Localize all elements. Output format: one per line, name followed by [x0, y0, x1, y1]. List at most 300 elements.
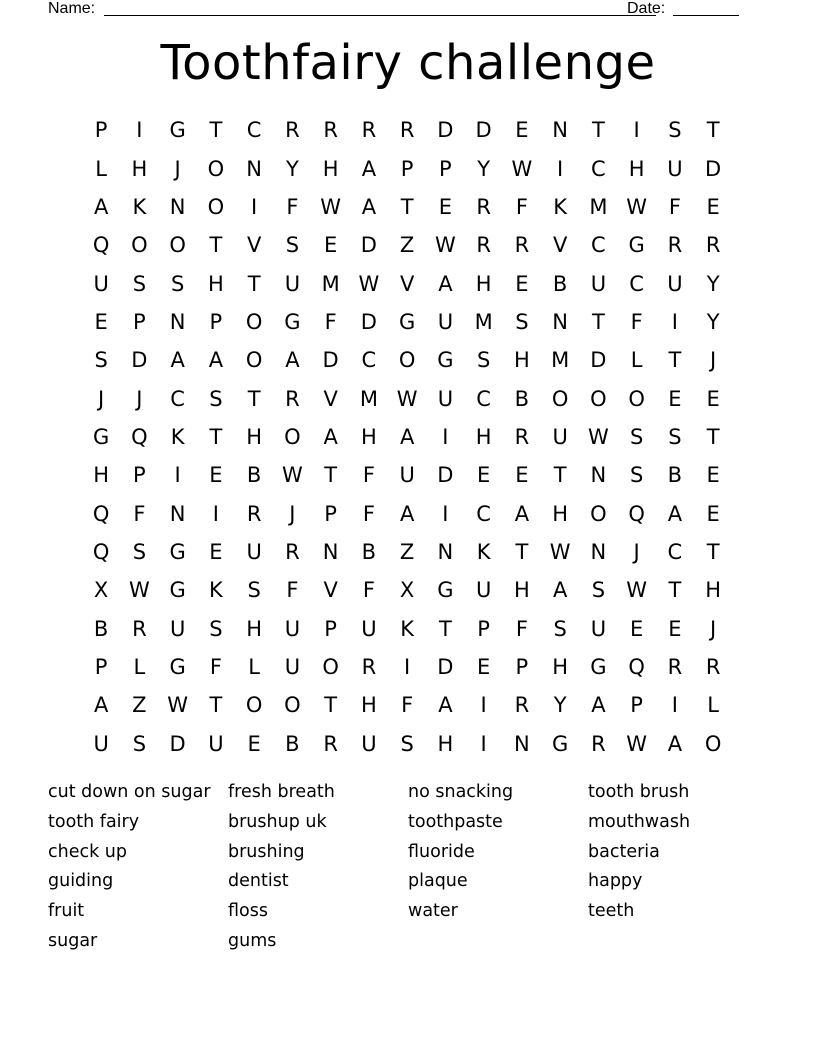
grid-cell[interactable]: M — [474, 309, 493, 334]
grid-cell[interactable]: T — [209, 693, 223, 718]
word-list-item: tooth brush — [588, 782, 690, 802]
grid-cell[interactable]: E — [438, 194, 453, 219]
grid-cell[interactable]: U — [399, 463, 415, 488]
grid-cell[interactable]: W — [281, 463, 303, 488]
grid-cell[interactable]: N — [590, 539, 607, 564]
grid-cell[interactable]: U — [361, 616, 377, 641]
grid-cell[interactable]: R — [591, 731, 606, 756]
grid-cell[interactable]: E — [515, 118, 529, 143]
grid-cell[interactable]: C — [476, 501, 491, 526]
grid-cell[interactable]: G — [628, 233, 645, 258]
grid-cell[interactable]: I — [671, 309, 678, 334]
grid-cell[interactable]: N — [322, 539, 339, 564]
grid-cell[interactable]: R — [476, 233, 491, 258]
grid-cell[interactable]: E — [476, 463, 491, 488]
grid-cell[interactable]: T — [553, 463, 567, 488]
grid-cell[interactable]: A — [591, 693, 606, 718]
grid-cell[interactable]: O — [245, 348, 263, 373]
grid-cell[interactable]: Q — [628, 501, 645, 526]
grid-cell[interactable]: Z — [399, 233, 415, 258]
grid-cell[interactable]: H — [437, 731, 454, 756]
grid-cell[interactable]: X — [93, 578, 109, 603]
grid-cell[interactable]: N — [437, 539, 454, 564]
grid-cell[interactable]: G — [169, 118, 186, 143]
grid-cell[interactable]: W — [626, 578, 647, 603]
grid-cell[interactable]: Z — [399, 539, 415, 564]
grid-cell[interactable]: M — [551, 348, 570, 373]
grid-cell[interactable]: S — [668, 118, 682, 143]
grid-cell[interactable]: A — [667, 731, 683, 756]
grid-cell[interactable]: W — [434, 233, 456, 258]
grid-cell[interactable]: P — [400, 156, 414, 181]
grid-cell[interactable]: U — [169, 616, 186, 641]
grid-cell[interactable]: T — [515, 539, 529, 564]
grid-cell[interactable]: C — [667, 539, 683, 564]
grid-cell[interactable]: O — [131, 233, 148, 258]
grid-cell[interactable]: S — [247, 578, 261, 603]
grid-cell[interactable]: C — [476, 386, 491, 411]
grid-cell[interactable]: L — [95, 156, 107, 181]
grid-cell[interactable]: Y — [553, 693, 567, 718]
grid-cell[interactable]: U — [284, 616, 301, 641]
grid-cell[interactable]: D — [322, 348, 339, 373]
grid-cell[interactable]: K — [400, 616, 415, 641]
grid-cell[interactable]: O — [322, 654, 339, 679]
grid-cell[interactable]: I — [633, 118, 640, 143]
grid-cell[interactable]: K — [170, 424, 185, 449]
grid-cell[interactable]: T — [247, 386, 261, 411]
grid-cell[interactable]: R — [361, 654, 377, 679]
word-list-item: sugar — [48, 930, 98, 951]
grid-cell[interactable]: U — [284, 271, 301, 296]
grid-cell[interactable]: N — [169, 501, 186, 526]
grid-cell[interactable]: R — [285, 539, 300, 564]
grid-cell[interactable]: E — [706, 501, 720, 526]
grid-cell[interactable]: G — [437, 348, 454, 373]
grid-cell[interactable]: R — [476, 194, 491, 219]
grid-cell[interactable]: N — [169, 309, 186, 334]
grid-cell[interactable]: U — [590, 616, 607, 641]
grid-cell[interactable]: A — [399, 424, 415, 449]
word-list-item: check up — [48, 841, 127, 862]
grid-cell[interactable]: V — [552, 233, 568, 258]
grid-cell[interactable]: S — [591, 578, 606, 603]
grid-cell[interactable]: P — [515, 654, 529, 679]
grid-cell[interactable]: W — [549, 539, 571, 564]
grid-cell[interactable]: F — [362, 501, 375, 526]
grid-cell[interactable]: S — [629, 463, 644, 488]
grid-cell[interactable]: D — [437, 463, 454, 488]
grid-cell[interactable]: T — [324, 693, 338, 718]
word-list-item: cut down on sugar — [48, 782, 211, 802]
word-list-empty — [588, 927, 768, 957]
grid-cell[interactable]: D — [360, 233, 377, 258]
grid-cell[interactable]: J — [633, 539, 640, 564]
grid-cell[interactable]: B — [552, 271, 568, 296]
grid-cell[interactable]: S — [209, 616, 223, 641]
grid-cell[interactable]: S — [629, 424, 644, 449]
grid-cell[interactable]: A — [552, 578, 568, 603]
grid-cell[interactable]: A — [438, 693, 453, 718]
grid-cell[interactable]: H — [131, 156, 148, 181]
grid-cell[interactable]: W — [511, 156, 533, 181]
grid-cell[interactable]: H — [513, 348, 530, 373]
grid-cell[interactable]: G — [169, 654, 186, 679]
grid-cell[interactable]: P — [324, 616, 337, 641]
grid-cell[interactable]: E — [668, 386, 682, 411]
grid-cell[interactable]: H — [552, 654, 569, 679]
grid-cell[interactable]: P — [209, 309, 223, 334]
grid-cell[interactable]: T — [591, 309, 605, 334]
letter-grid — [82, 111, 732, 763]
grid-cell[interactable]: E — [94, 309, 108, 334]
grid-cell[interactable]: W — [396, 386, 418, 411]
grid-cell[interactable]: F — [362, 463, 375, 488]
grid-cell[interactable]: H — [628, 156, 645, 181]
grid-cell[interactable]: F — [133, 501, 146, 526]
grid-cell[interactable]: R — [705, 654, 721, 679]
grid-cell[interactable]: A — [514, 501, 530, 526]
grid-cell[interactable]: H — [475, 424, 492, 449]
grid-cell[interactable]: R — [285, 386, 300, 411]
grid-cell[interactable]: T — [668, 578, 682, 603]
grid-cell[interactable]: Y — [477, 156, 491, 181]
grid-cell[interactable]: P — [630, 693, 643, 718]
grid-cell[interactable]: U — [208, 731, 224, 756]
grid-cell[interactable]: I — [557, 156, 564, 181]
grid-cell[interactable]: H — [246, 424, 263, 449]
grid-cell[interactable]: U — [93, 731, 109, 756]
grid-cell[interactable]: T — [668, 348, 682, 373]
grid-cell[interactable]: Y — [706, 309, 720, 334]
grid-cell[interactable]: O — [207, 194, 225, 219]
grid-cell[interactable]: I — [174, 463, 181, 488]
grid-cell[interactable]: E — [706, 463, 720, 488]
grid-cell[interactable]: O — [590, 386, 607, 411]
grid-cell[interactable]: R — [667, 233, 683, 258]
grid-cell[interactable]: P — [439, 156, 452, 181]
grid-cell[interactable]: A — [361, 194, 377, 219]
grid-cell[interactable]: X — [399, 578, 415, 603]
grid-cell[interactable]: F — [324, 309, 337, 334]
grid-cell[interactable]: S — [132, 731, 147, 756]
grid-cell[interactable]: O — [169, 233, 186, 258]
grid-cell[interactable]: U — [93, 271, 109, 296]
grid-cell[interactable]: T — [209, 118, 223, 143]
grid-cell[interactable]: W — [358, 271, 380, 296]
grid-cell[interactable]: P — [94, 118, 108, 143]
grid-cell[interactable]: P — [133, 309, 146, 334]
grid-cell[interactable]: J — [710, 348, 717, 373]
grid-cell[interactable]: S — [170, 271, 185, 296]
grid-cell[interactable]: T — [706, 539, 720, 564]
grid-cell[interactable]: N — [552, 118, 568, 143]
grid-cell[interactable]: I — [404, 654, 411, 679]
grid-cell[interactable]: B — [514, 386, 530, 411]
grid-cell[interactable]: E — [668, 616, 682, 641]
grid-cell[interactable]: T — [438, 616, 452, 641]
grid-cell[interactable]: T — [706, 118, 720, 143]
grid-cell[interactable]: H — [513, 578, 530, 603]
grid-cell[interactable]: R — [514, 693, 530, 718]
grid-cell[interactable]: U — [437, 309, 454, 334]
grid-cell[interactable]: L — [707, 693, 719, 718]
grid-cell[interactable]: N — [169, 194, 186, 219]
grid-cell[interactable]: F — [209, 654, 222, 679]
grid-cell[interactable]: I — [212, 501, 219, 526]
grid-cell[interactable]: H — [322, 156, 339, 181]
grid-cell[interactable]: A — [438, 271, 453, 296]
grid-cell[interactable]: E — [476, 654, 491, 679]
grid-cell[interactable]: E — [515, 463, 529, 488]
grid-cell[interactable]: V — [323, 578, 338, 603]
grid-cell[interactable]: O — [245, 309, 263, 334]
grid-cell[interactable]: S — [515, 309, 529, 334]
grid-cell[interactable]: F — [362, 578, 375, 603]
grid-cell[interactable]: N — [514, 731, 530, 756]
grid-cell[interactable]: L — [133, 654, 146, 679]
grid-cell[interactable]: R — [399, 118, 415, 143]
grid-cell[interactable]: R — [514, 233, 530, 258]
grid-cell[interactable]: B — [361, 539, 377, 564]
grid-cell[interactable]: Y — [285, 156, 299, 181]
grid-cell[interactable]: T — [591, 118, 605, 143]
grid-cell[interactable]: V — [323, 386, 338, 411]
grid-cell[interactable]: U — [437, 386, 454, 411]
grid-cell[interactable]: S — [400, 731, 414, 756]
grid-cell[interactable]: F — [668, 194, 681, 219]
word-list-item: fruit — [48, 901, 85, 922]
grid-cell[interactable]: I — [480, 731, 487, 756]
grid-cell[interactable]: S — [132, 271, 147, 296]
grid-cell[interactable]: H — [360, 693, 377, 718]
grid-cell[interactable]: T — [209, 233, 223, 258]
grid-cell[interactable]: E — [209, 539, 223, 564]
grid-cell[interactable]: P — [94, 654, 108, 679]
grid-cell[interactable]: R — [323, 731, 338, 756]
grid-cell[interactable]: H — [552, 501, 569, 526]
grid-cell[interactable]: Q — [92, 539, 110, 564]
grid-cell[interactable]: A — [170, 348, 185, 373]
grid-cell[interactable]: Q — [92, 233, 110, 258]
grid-cell[interactable]: O — [207, 156, 225, 181]
grid-cell[interactable]: E — [706, 194, 720, 219]
grid-cell[interactable]: O — [245, 693, 263, 718]
grid-cell[interactable]: V — [246, 233, 262, 258]
grid-cell[interactable]: Q — [628, 654, 645, 679]
grid-cell[interactable]: U — [667, 271, 683, 296]
grid-cell[interactable]: C — [246, 118, 262, 143]
grid-cell[interactable]: W — [128, 578, 150, 603]
grid-cell[interactable]: T — [706, 424, 720, 449]
grid-cell[interactable]: I — [251, 194, 258, 219]
grid-cell[interactable]: U — [361, 731, 377, 756]
grid-cell[interactable]: P — [477, 616, 490, 641]
grid-cell[interactable]: U — [590, 271, 607, 296]
grid-cell[interactable]: I — [480, 693, 487, 718]
date-field[interactable] — [673, 15, 739, 16]
grid-cell[interactable]: E — [323, 233, 338, 258]
grid-cell[interactable]: R — [667, 654, 683, 679]
grid-cell[interactable]: A — [285, 348, 300, 373]
grid-cell[interactable]: F — [630, 309, 643, 334]
grid-cell[interactable]: A — [93, 194, 109, 219]
grid-cell[interactable]: J — [174, 156, 181, 181]
grid-cell[interactable]: B — [285, 731, 300, 756]
grid-cell[interactable]: A — [208, 348, 224, 373]
grid-cell[interactable]: K — [208, 578, 223, 603]
grid-cell[interactable]: D — [475, 118, 492, 143]
grid-cell[interactable]: N — [552, 309, 568, 334]
grid-cell[interactable]: E — [515, 271, 529, 296]
grid-cell[interactable]: U — [284, 654, 301, 679]
grid-cell[interactable]: G — [437, 578, 454, 603]
grid-cell[interactable]: B — [246, 463, 262, 488]
grid-cell[interactable]: J — [98, 386, 105, 411]
grid-cell[interactable]: H — [207, 271, 224, 296]
name-field[interactable] — [104, 15, 656, 16]
grid-cell[interactable]: O — [284, 424, 301, 449]
grid-cell[interactable]: F — [286, 578, 299, 603]
word-list-item: plaque — [408, 871, 468, 892]
grid-cell[interactable]: R — [246, 501, 262, 526]
grid-cell[interactable]: I — [136, 118, 143, 143]
grid-cell[interactable]: U — [552, 424, 568, 449]
grid-cell[interactable]: S — [209, 386, 223, 411]
grid-cell[interactable]: A — [361, 156, 377, 181]
grid-cell[interactable]: C — [170, 386, 185, 411]
grid-cell[interactable]: O — [284, 693, 301, 718]
grid-cell[interactable]: D — [437, 118, 454, 143]
grid-cell[interactable]: U — [246, 539, 262, 564]
grid-cell[interactable]: S — [285, 233, 300, 258]
grid-cell[interactable]: D — [360, 309, 377, 334]
grid-cell[interactable]: H — [360, 424, 377, 449]
grid-cell[interactable]: R — [323, 118, 338, 143]
grid-cell[interactable]: Y — [706, 271, 720, 296]
grid-cell[interactable]: A — [93, 693, 109, 718]
grid-cell[interactable]: G — [92, 424, 110, 449]
grid-cell[interactable]: G — [590, 654, 607, 679]
grid-cell[interactable]: R — [514, 424, 530, 449]
grid-cell[interactable]: I — [442, 424, 449, 449]
grid-cell[interactable]: K — [553, 194, 568, 219]
grid-cell[interactable]: G — [169, 539, 186, 564]
grid-cell[interactable]: U — [667, 156, 683, 181]
grid-cell[interactable]: W — [626, 194, 647, 219]
grid-cell[interactable]: M — [359, 386, 378, 411]
grid-cell[interactable]: J — [136, 386, 143, 411]
grid-cell[interactable]: O — [628, 386, 645, 411]
grid-cell[interactable]: R — [132, 616, 147, 641]
grid-cell[interactable]: W — [626, 731, 647, 756]
grid-cell[interactable]: J — [710, 616, 717, 641]
grid-cell[interactable]: R — [285, 118, 300, 143]
grid-cell[interactable]: R — [705, 233, 721, 258]
grid-cell[interactable]: C — [591, 233, 606, 258]
grid-cell[interactable]: A — [667, 501, 683, 526]
grid-cell[interactable]: C — [629, 271, 644, 296]
grid-cell[interactable]: S — [94, 348, 108, 373]
grid-cell[interactable]: U — [475, 578, 492, 603]
grid-cell[interactable]: T — [209, 424, 223, 449]
grid-cell[interactable]: G — [169, 578, 186, 603]
grid-cell[interactable]: H — [705, 578, 722, 603]
grid-cell[interactable]: N — [590, 463, 607, 488]
grid-cell[interactable]: D — [705, 156, 722, 181]
grid-cell[interactable]: Q — [131, 424, 148, 449]
grid-cell[interactable]: T — [324, 463, 338, 488]
grid-cell[interactable]: S — [476, 348, 491, 373]
grid-cell[interactable]: D — [131, 348, 148, 373]
grid-cell[interactable]: I — [442, 501, 449, 526]
grid-cell[interactable]: C — [591, 156, 606, 181]
grid-cell[interactable]: E — [706, 386, 720, 411]
grid-cell[interactable]: C — [361, 348, 377, 373]
grid-cell[interactable]: D — [169, 731, 186, 756]
grid-cell[interactable]: P — [133, 463, 146, 488]
grid-cell[interactable]: W — [167, 693, 188, 718]
grid-cell[interactable]: J — [289, 501, 296, 526]
grid-cell[interactable]: F — [401, 693, 414, 718]
grid-cell[interactable]: W — [320, 194, 341, 219]
grid-cell[interactable]: G — [551, 731, 569, 756]
grid-cell[interactable]: H — [475, 271, 492, 296]
grid-cell[interactable]: N — [246, 156, 262, 181]
grid-cell[interactable]: T — [247, 271, 261, 296]
grid-cell[interactable]: B — [93, 616, 109, 641]
grid-cell[interactable]: F — [515, 194, 528, 219]
grid-cell[interactable]: O — [398, 348, 416, 373]
grid-cell[interactable]: T — [400, 194, 414, 219]
grid-cell[interactable]: L — [248, 654, 260, 679]
grid-cell[interactable]: E — [209, 463, 223, 488]
grid-cell[interactable]: S — [668, 424, 682, 449]
grid-cell[interactable]: M — [589, 194, 608, 219]
grid-cell[interactable]: B — [667, 463, 683, 488]
grid-cell[interactable]: E — [247, 731, 261, 756]
grid-cell[interactable]: O — [551, 386, 569, 411]
grid-cell[interactable]: S — [553, 616, 567, 641]
word-list-item: no snacking — [408, 782, 514, 802]
grid-cell[interactable]: G — [284, 309, 301, 334]
grid-cell[interactable]: Q — [92, 501, 110, 526]
grid-cell[interactable]: H — [93, 463, 110, 488]
grid-cell[interactable]: A — [323, 424, 338, 449]
grid-cell[interactable]: K — [132, 194, 147, 219]
grid-cell[interactable]: D — [590, 348, 607, 373]
grid-cell[interactable]: S — [132, 539, 147, 564]
grid-cell[interactable]: O — [590, 501, 607, 526]
grid-cell[interactable]: G — [398, 309, 416, 334]
grid-cell[interactable]: F — [515, 616, 528, 641]
grid-cell[interactable]: E — [629, 616, 644, 641]
grid-cell[interactable]: W — [587, 424, 609, 449]
grid-cell[interactable]: Z — [132, 693, 147, 718]
grid-cell[interactable]: F — [286, 194, 299, 219]
grid-cell[interactable]: O — [704, 731, 722, 756]
grid-cell[interactable]: L — [630, 348, 643, 373]
grid-cell[interactable]: A — [399, 501, 415, 526]
grid-cell[interactable]: R — [361, 118, 377, 143]
grid-cell[interactable]: V — [399, 271, 415, 296]
grid-cell[interactable]: M — [321, 271, 340, 296]
grid-cell[interactable]: I — [671, 693, 678, 718]
grid-cell[interactable]: K — [476, 539, 491, 564]
grid-cell[interactable]: D — [437, 654, 454, 679]
grid-cell[interactable]: P — [324, 501, 337, 526]
grid-cell[interactable]: H — [246, 616, 263, 641]
